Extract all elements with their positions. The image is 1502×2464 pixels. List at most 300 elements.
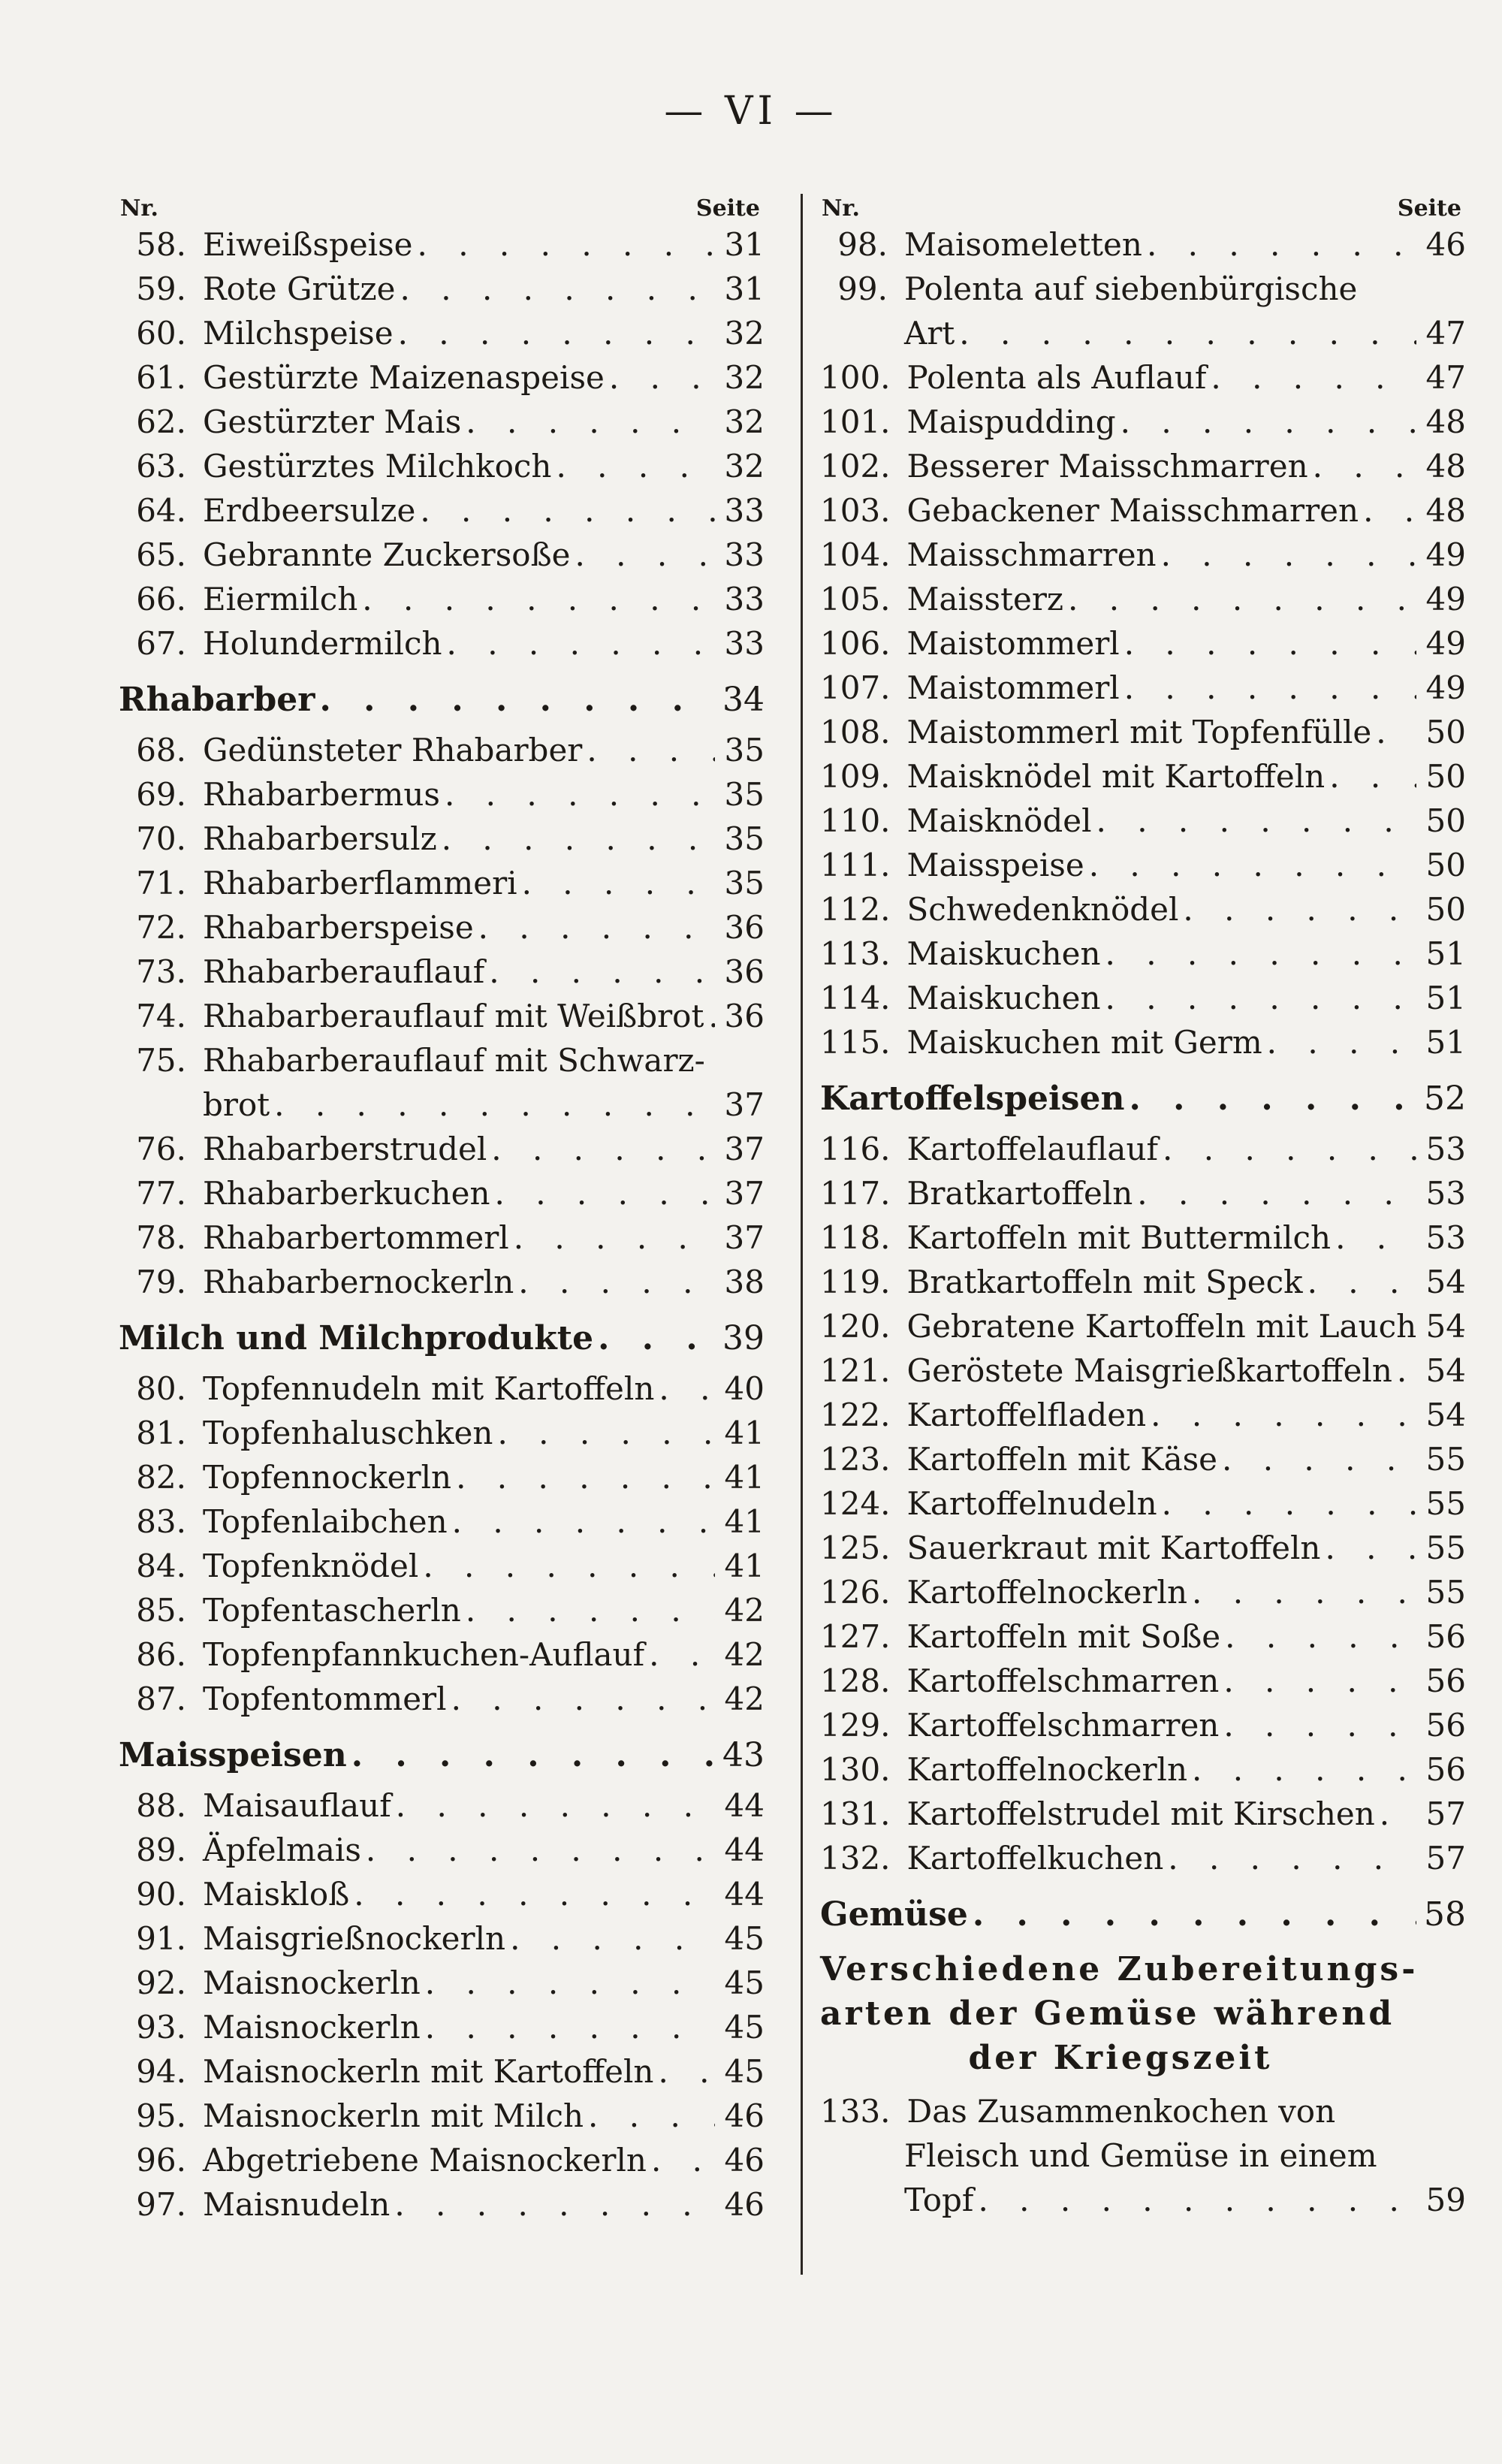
entry-number: 129. xyxy=(820,1707,891,1744)
entry-page: 37 xyxy=(724,1219,765,1256)
leader-dots xyxy=(1129,1076,1416,1121)
entry-title xyxy=(907,1215,1416,1260)
toc-row xyxy=(119,1783,765,1828)
entry-title-text: Rhabarbersulz xyxy=(203,820,437,857)
entry-title-text: Maisgrießnockerln xyxy=(203,1920,506,1957)
toc-row xyxy=(119,1677,765,1721)
entry-title-text: Maissterz xyxy=(906,581,1064,618)
leader-dots xyxy=(609,355,715,400)
entry-title xyxy=(203,1171,715,1215)
leader-dots xyxy=(1089,843,1416,887)
entry-title-continued: Fleisch und Gemüse in einem xyxy=(904,2137,1377,2174)
entry-number: 81. xyxy=(136,1415,186,1451)
toc-row xyxy=(820,1304,1466,1348)
entry-number: 133. xyxy=(820,2093,891,2130)
entry-page: 33 xyxy=(724,536,765,573)
entry-title-text: Gestürzte Maizenaspeise xyxy=(203,359,605,396)
leader-dots xyxy=(1162,1481,1416,1526)
toc-row xyxy=(820,666,1466,710)
leader-dots xyxy=(575,533,715,577)
toc-row xyxy=(119,444,765,488)
entry-number: 61. xyxy=(136,359,186,396)
toc-row xyxy=(119,1260,765,1304)
toc-row xyxy=(119,817,765,861)
entry-number: 117. xyxy=(820,1175,891,1212)
entry-page: 32 xyxy=(724,315,765,352)
toc-row xyxy=(119,728,765,772)
entry-number: 78. xyxy=(136,1219,186,1256)
entry-number: 77. xyxy=(136,1175,186,1212)
entry-page: 41 xyxy=(724,1415,765,1451)
entry-page: 33 xyxy=(724,492,765,529)
entry-title-text: Kartoffeln mit Buttermilch xyxy=(906,1219,1332,1256)
leader-dots xyxy=(587,728,715,772)
entry-title xyxy=(904,222,1416,267)
toc-row xyxy=(820,1348,1466,1393)
leader-dots xyxy=(394,2182,715,2227)
entry-number: 128. xyxy=(820,1662,891,1699)
toc-section-row xyxy=(820,1892,1466,1937)
leader-dots xyxy=(466,400,715,444)
entry-title xyxy=(203,817,715,861)
leader-dots xyxy=(420,488,715,533)
entry-title-text: Maisnockerln xyxy=(203,2009,421,2046)
entry-page: 53 xyxy=(1425,1131,1466,1167)
entry-number: 72. xyxy=(136,909,186,946)
entry-title xyxy=(203,1588,715,1632)
leader-dots xyxy=(1151,1393,1416,1437)
entry-title xyxy=(203,621,715,666)
toc-section-row xyxy=(119,678,765,722)
toc-row xyxy=(820,621,1466,666)
toc-row xyxy=(820,444,1466,488)
entry-number: 100. xyxy=(820,359,891,396)
entry-number: 115. xyxy=(820,1024,891,1061)
leader-dots xyxy=(456,1455,715,1499)
entry-title xyxy=(203,267,715,311)
entry-title-text: Maisauflauf xyxy=(203,1787,391,1824)
toc-row xyxy=(820,577,1466,621)
toc-row xyxy=(119,311,765,355)
toc-row xyxy=(820,1437,1466,1481)
entry-page: 46 xyxy=(724,2142,765,2179)
entry-title xyxy=(203,1783,715,1828)
entry-title-text: Maisschmarren xyxy=(906,536,1157,573)
entry-title-text: Kartoffelfladen xyxy=(906,1397,1147,1433)
entry-title-text: Rhabarberauflauf xyxy=(203,953,485,990)
entry-page: 44 xyxy=(724,1876,765,1913)
entry-title xyxy=(203,1260,715,1304)
entry-number: 106. xyxy=(820,625,891,662)
toc-row xyxy=(119,1455,765,1499)
entry-title xyxy=(907,1570,1416,1614)
entry-title xyxy=(907,577,1416,621)
entry-page: 56 xyxy=(1425,1707,1466,1744)
entry-title xyxy=(203,2182,715,2227)
entry-page: 35 xyxy=(724,865,765,901)
entry-page: 38 xyxy=(724,1264,765,1300)
entry-number: 62. xyxy=(136,403,186,440)
entry-page: 51 xyxy=(1425,935,1466,972)
entry-title xyxy=(907,887,1416,932)
entry-page: 50 xyxy=(1425,714,1466,750)
final-entry xyxy=(820,2089,1466,2222)
entry-title xyxy=(203,533,715,577)
entry-page: 55 xyxy=(1425,1441,1466,1478)
entry-page: 36 xyxy=(724,909,765,946)
leader-dots xyxy=(1335,1215,1416,1260)
entry-page: 54 xyxy=(1425,1264,1466,1300)
toc-row xyxy=(820,976,1466,1020)
entry-title-text: Eiermilch xyxy=(203,581,358,618)
entry-page: 43 xyxy=(722,1736,765,1774)
entry-title xyxy=(203,2049,715,2094)
section-title xyxy=(820,1892,1416,1937)
nr-label: Nr. xyxy=(120,195,158,222)
entry-title-text: Rhabarberauflauf mit Schwarz- xyxy=(203,1042,705,1079)
leader-dots xyxy=(1147,222,1416,267)
entry-title xyxy=(904,311,1416,355)
entry-title xyxy=(907,932,1416,976)
entry-number: 76. xyxy=(136,1131,186,1167)
entry-number: 90. xyxy=(136,1876,186,1913)
toc-row xyxy=(119,1171,765,1215)
seite-label: Seite xyxy=(1397,195,1461,222)
entry-title-text: Topfentascherln xyxy=(203,1592,461,1629)
entry-title-text: Topfenpfannkuchen-Auflauf xyxy=(203,1636,645,1673)
entry-number: 119. xyxy=(820,1264,891,1300)
entry-title xyxy=(203,488,715,533)
entry-title-text: Äpfelmais xyxy=(203,1831,361,1868)
entry-title xyxy=(203,1411,715,1455)
entry-page: 37 xyxy=(724,1175,765,1212)
entry-title-text: Maiskloß xyxy=(203,1876,350,1913)
leader-dots xyxy=(659,1366,715,1411)
toc-row xyxy=(119,1083,765,1127)
toc-row xyxy=(119,1499,765,1544)
entry-title xyxy=(203,1544,715,1588)
leader-dots xyxy=(425,2005,715,2049)
entry-title-text: Bratkartoffeln xyxy=(906,1175,1133,1212)
toc-row xyxy=(820,932,1466,976)
toc-row xyxy=(820,311,1466,355)
entry-title xyxy=(203,444,715,488)
entry-title xyxy=(907,1260,1416,1304)
leader-dots xyxy=(445,772,715,817)
entry-page: 42 xyxy=(724,1636,765,1673)
entry-title-text: Rhabarbertommerl xyxy=(203,1219,509,1256)
entry-title-text: Rhabarber xyxy=(119,681,315,719)
toc-row xyxy=(119,772,765,817)
entry-title-text: Maistommerl mit Topfenfülle xyxy=(906,714,1372,750)
entry-title xyxy=(203,400,715,444)
entry-number: 98. xyxy=(837,226,888,263)
entry-title-text: Polenta auf siebenbürgische xyxy=(904,270,1358,307)
entry-number: 86. xyxy=(136,1636,186,1673)
entry-number: 109. xyxy=(820,758,891,795)
toc-row xyxy=(119,2182,765,2227)
entry-number: 124. xyxy=(820,1485,891,1522)
entry-page: 35 xyxy=(724,732,765,768)
entry-title-text: Topfennudeln mit Kartoffeln xyxy=(203,1370,655,1407)
entry-title-text: Sauerkraut mit Kartoffeln xyxy=(906,1529,1321,1566)
entry-title-text: Besserer Maisschmarren xyxy=(906,448,1308,485)
entry-title-text: Kartoffelkuchen xyxy=(906,1840,1164,1877)
column-divider xyxy=(801,194,803,2275)
entry-number: 68. xyxy=(136,732,186,768)
entry-number: 131. xyxy=(820,1795,891,1832)
entry-title-text: Topfentommerl xyxy=(203,1680,447,1717)
entry-page: 49 xyxy=(1425,536,1466,573)
entry-number: 71. xyxy=(136,865,186,901)
entry-title xyxy=(203,861,715,905)
entry-title xyxy=(203,355,715,400)
entry-number: 63. xyxy=(136,448,186,485)
toc-row xyxy=(119,533,765,577)
entry-title-text: Maisnockerln xyxy=(203,1964,421,2001)
toc-row xyxy=(119,1127,765,1171)
entry-title xyxy=(907,621,1416,666)
entry-title-text: Maistommerl xyxy=(906,669,1120,706)
entry-title-text: Maisspeisen xyxy=(119,1736,347,1774)
entry-title-text: Erdbeersulze xyxy=(203,492,416,529)
leader-dots xyxy=(1120,400,1416,444)
entry-number: 121. xyxy=(820,1352,891,1389)
entry-title-continued xyxy=(904,2178,1416,2222)
entry-number: 92. xyxy=(136,1964,186,2001)
toc-row xyxy=(820,799,1466,843)
nr-label: Nr. xyxy=(822,195,860,222)
entry-page: 42 xyxy=(724,1680,765,1717)
entry-page: 54 xyxy=(1425,1397,1466,1433)
entry-number: 87. xyxy=(136,1680,186,1717)
entry-title-text: Rhabarberspeise xyxy=(203,909,474,946)
toc-row xyxy=(820,1260,1466,1304)
leader-dots xyxy=(418,222,715,267)
entry-title-text: Kartoffelnockerln xyxy=(906,1574,1188,1611)
entry-title xyxy=(203,1038,715,1083)
leader-dots xyxy=(1124,621,1416,666)
entry-number: 113. xyxy=(820,935,891,972)
entry-page: 31 xyxy=(724,270,765,307)
leader-dots xyxy=(973,1892,1416,1937)
leader-dots xyxy=(708,994,715,1038)
leader-dots xyxy=(1223,1659,1416,1703)
toc-row xyxy=(820,1792,1466,1836)
leader-dots xyxy=(978,2178,1416,2222)
entry-number: 123. xyxy=(820,1441,891,1478)
leader-dots xyxy=(1105,932,1416,976)
leader-dots xyxy=(1363,488,1416,533)
entry-title xyxy=(907,1127,1416,1171)
leader-dots xyxy=(658,2049,715,2094)
entry-title xyxy=(203,311,715,355)
entry-page: 45 xyxy=(724,1920,765,1957)
entry-title xyxy=(203,2005,715,2049)
entry-page: 37 xyxy=(724,1131,765,1167)
toc-row xyxy=(820,222,1466,267)
toc-row xyxy=(119,1916,765,1961)
leader-dots xyxy=(491,1127,715,1171)
entry-page: 37 xyxy=(724,1086,765,1123)
toc-row xyxy=(820,1215,1466,1260)
entry-number: 111. xyxy=(820,847,891,883)
toc-row xyxy=(119,577,765,621)
leader-dots xyxy=(1105,976,1416,1020)
entry-page: 36 xyxy=(724,953,765,990)
column-header xyxy=(119,195,765,222)
toc-row xyxy=(119,905,765,950)
entry-title xyxy=(203,1455,715,1499)
entry-title xyxy=(907,1171,1416,1215)
entry-number: 122. xyxy=(820,1397,891,1433)
entry-title xyxy=(203,1916,715,1961)
entry-page: 46 xyxy=(724,2097,765,2134)
toc-row xyxy=(820,1747,1466,1792)
entry-page: 56 xyxy=(1425,1618,1466,1655)
section-title xyxy=(119,1316,715,1360)
entry-page: 57 xyxy=(1425,1840,1466,1877)
leader-dots xyxy=(1376,710,1416,754)
toc-row xyxy=(820,1481,1466,1526)
entry-title xyxy=(907,1481,1416,1526)
entry-title xyxy=(203,994,715,1038)
toc-row xyxy=(119,1632,765,1677)
section-title xyxy=(119,1733,715,1777)
toc-row xyxy=(820,1127,1466,1171)
entry-page: 52 xyxy=(1424,1080,1466,1118)
entry-title xyxy=(203,1632,715,1677)
entry-page: 33 xyxy=(724,625,765,662)
entry-title xyxy=(907,1393,1416,1437)
leader-dots xyxy=(442,817,715,861)
section-title xyxy=(119,678,715,722)
entry-title xyxy=(904,267,1416,311)
entry-page: 32 xyxy=(724,403,765,440)
leader-dots xyxy=(518,1260,715,1304)
entry-title-text: Gebratene Kartoffeln mit Lauch xyxy=(906,1308,1417,1345)
toc-row xyxy=(820,1020,1466,1064)
entry-title-text: Rhabarbermus xyxy=(203,776,440,813)
entry-number: 125. xyxy=(820,1529,891,1566)
entry-page: 54 xyxy=(1425,1352,1466,1389)
leader-dots xyxy=(1225,1614,1416,1659)
leader-dots xyxy=(274,1083,715,1127)
entry-title-text: Rhabarberflammeri xyxy=(203,865,517,901)
leader-dots xyxy=(1211,355,1416,400)
entry-page: 39 xyxy=(722,1319,765,1357)
entry-title-text: Abgetriebene Maisnockerln xyxy=(203,2142,647,2179)
entry-number: 91. xyxy=(136,1920,186,1957)
entry-title xyxy=(203,728,715,772)
entry-title-text: Holundermilch xyxy=(203,625,442,662)
entry-title xyxy=(907,1437,1416,1481)
leader-dots xyxy=(452,1499,715,1544)
entry-title-text: Kartoffelnudeln xyxy=(906,1485,1157,1522)
entry-page: 55 xyxy=(1425,1529,1466,1566)
entry-number: 96. xyxy=(136,2142,186,2179)
entry-page: 31 xyxy=(724,226,765,263)
entry-number: 101. xyxy=(820,403,891,440)
leader-dots xyxy=(1068,577,1416,621)
entry-number: 74. xyxy=(136,998,186,1034)
entry-number: 97. xyxy=(136,2186,186,2223)
entry-number: 82. xyxy=(136,1459,186,1496)
toc-row xyxy=(119,400,765,444)
entry-title xyxy=(203,1961,715,2005)
toc-row xyxy=(119,861,765,905)
toc-row xyxy=(119,994,765,1038)
entry-title-text: Rhabarberauflauf mit Weißbrot xyxy=(203,998,704,1034)
entry-number: 69. xyxy=(136,776,186,813)
entry-title xyxy=(203,1499,715,1544)
leader-dots xyxy=(366,1828,715,1872)
entry-title-text: Gebrannte Zuckersoße xyxy=(203,536,571,573)
toc-row xyxy=(119,2138,765,2182)
leader-dots xyxy=(1397,1348,1416,1393)
entry-title-text: Kartoffelstrudel mit Kirschen xyxy=(906,1795,1375,1832)
entry-title-text: Kartoffelschmarren xyxy=(906,1662,1220,1699)
entry-title-text: Rhabarberstrudel xyxy=(203,1131,487,1167)
leader-dots xyxy=(1192,1747,1416,1792)
entry-title-text: Topf xyxy=(904,2182,974,2218)
entry-number: 95. xyxy=(136,2097,186,2134)
toc-row xyxy=(820,533,1466,577)
leader-dots xyxy=(400,267,715,311)
entry-number: 65. xyxy=(136,536,186,573)
entry-page: 54 xyxy=(1425,1308,1466,1345)
entry-title xyxy=(203,1677,715,1721)
entry-page: 48 xyxy=(1425,448,1466,485)
leader-dots xyxy=(1163,1127,1416,1171)
entry-page: 47 xyxy=(1425,359,1466,396)
entry-page: 50 xyxy=(1425,802,1466,839)
entry-title xyxy=(907,1792,1416,1836)
entry-page: 41 xyxy=(724,1459,765,1496)
leader-dots xyxy=(1267,1020,1416,1064)
entry-number: 70. xyxy=(136,820,186,857)
entry-title-text: Maiskuchen xyxy=(906,980,1101,1016)
entry-title-text: Rote Grütze xyxy=(203,270,396,307)
entry-number: 75. xyxy=(136,1042,186,1079)
leader-dots xyxy=(649,1632,715,1677)
entry-number: 132. xyxy=(820,1840,891,1877)
entry-page: 41 xyxy=(724,1548,765,1584)
toc-row xyxy=(820,710,1466,754)
entry-number: 108. xyxy=(820,714,891,750)
toc-row xyxy=(820,1614,1466,1659)
entry-title-text: Kartoffelschmarren xyxy=(906,1707,1220,1744)
toc-row xyxy=(119,1588,765,1632)
entry-title-text: Maiskuchen mit Germ xyxy=(906,1024,1262,1061)
toc-row xyxy=(820,1659,1466,1703)
entry-title xyxy=(907,799,1416,843)
entry-title xyxy=(907,1703,1416,1747)
entry-title-text: Maistommerl xyxy=(906,625,1120,662)
leader-dots xyxy=(598,1316,715,1360)
entry-title-text: Maisknödel mit Kartoffeln xyxy=(906,758,1326,795)
entry-title xyxy=(203,1215,715,1260)
entry-number: 126. xyxy=(820,1574,891,1611)
entry-page: 55 xyxy=(1425,1485,1466,1522)
toc-row xyxy=(820,355,1466,400)
entry-title-text: Polenta als Auflauf xyxy=(906,359,1207,396)
leader-dots xyxy=(466,1588,715,1632)
leader-dots xyxy=(478,905,715,950)
entry-page: 33 xyxy=(724,581,765,618)
entry-title-text: Kartoffelspeisen xyxy=(820,1080,1125,1118)
entry-number: 99. xyxy=(837,270,888,307)
